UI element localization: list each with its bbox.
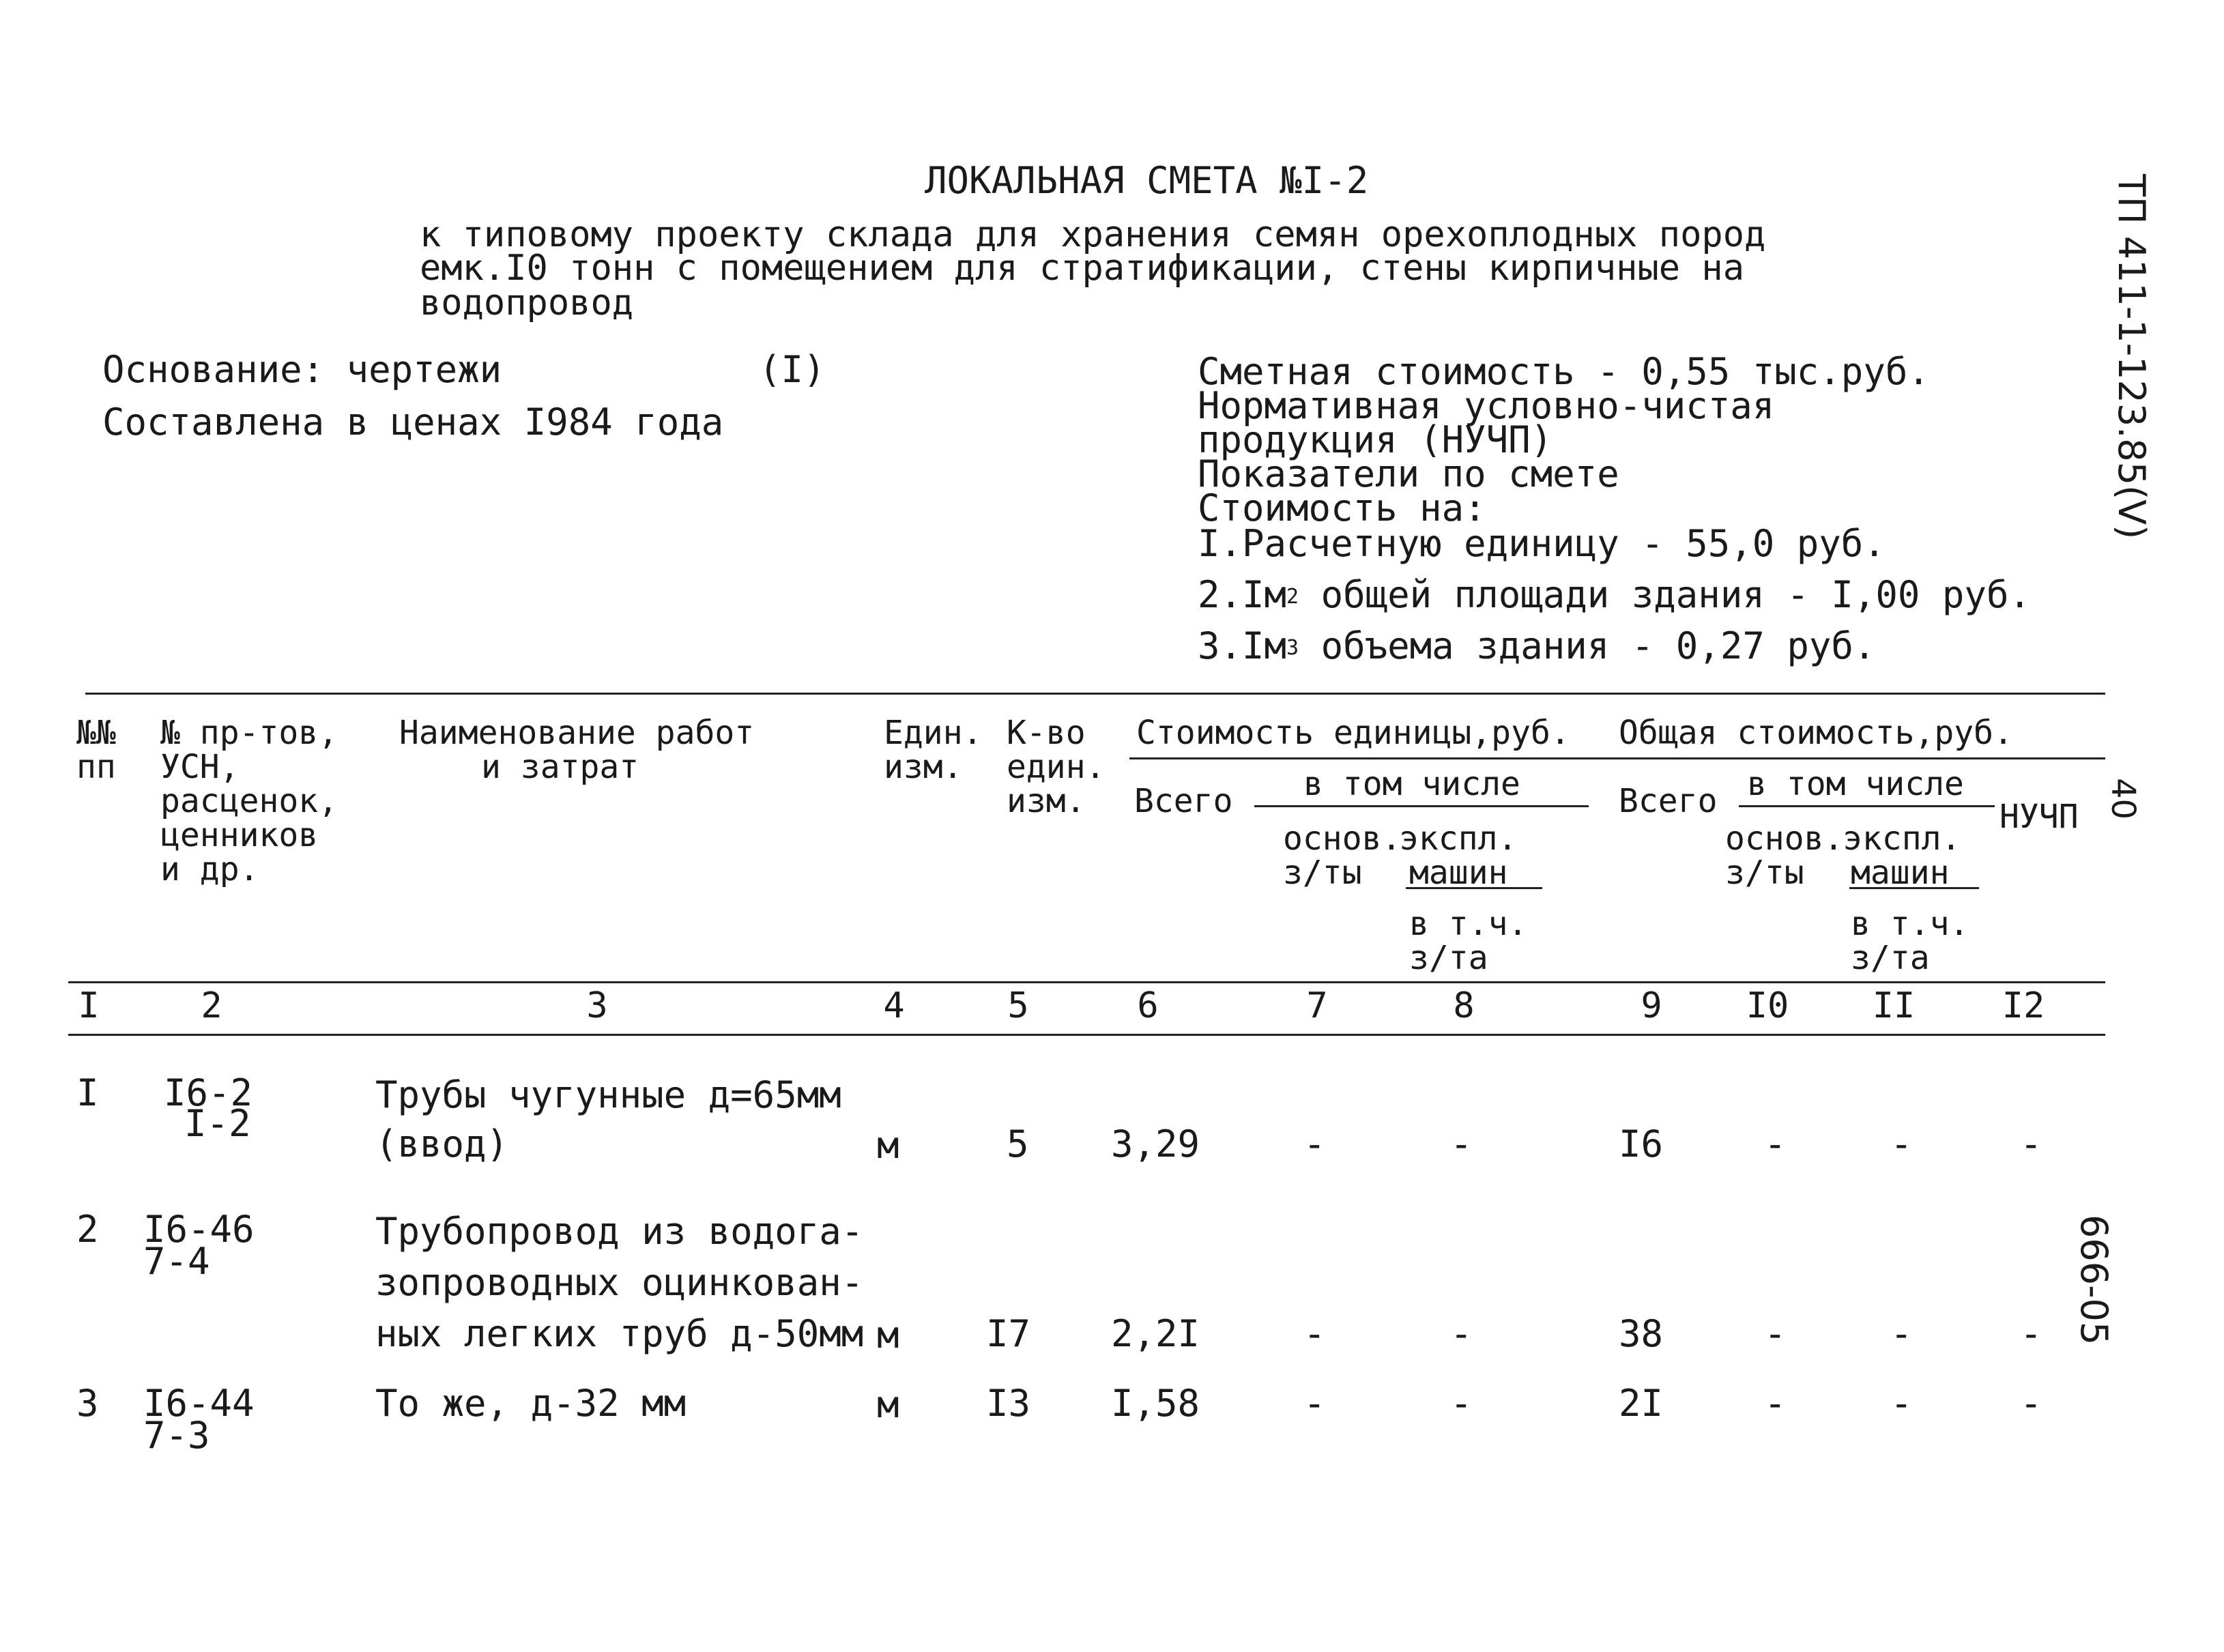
row-3-code-b: 7-3 — [143, 1414, 210, 1457]
col-number-9: 9 — [1641, 985, 1662, 1026]
unit-vtom: в том числе — [1303, 765, 1520, 803]
total-ekspl-a: экспл. — [1843, 820, 1961, 858]
row-1-qty: 5 — [1007, 1122, 1029, 1165]
row-2-unit-osnov: - — [1303, 1312, 1326, 1355]
total-vtch-b: з/та — [1851, 939, 1930, 977]
estimate-cost: Сметная стоимость - 0,55 тыс.руб. — [1198, 350, 1930, 393]
total-cost-header: Общая стоимость,руб. — [1619, 714, 2013, 752]
subtitle-line-2: емк.I0 тонн с помещением для стратификации, стены кирпичные на — [420, 248, 1745, 289]
row-1-total-osnov: - — [1764, 1122, 1787, 1165]
row-2-code-b: 7-4 — [143, 1240, 210, 1283]
col-header-2-b: УСН, — [160, 748, 240, 786]
row-2-number: 2 — [76, 1208, 99, 1251]
col-header-2-c: расценок, — [160, 782, 338, 820]
col-number-2: 2 — [201, 985, 222, 1026]
col-header-3-b: и затрат — [481, 748, 639, 786]
row-2-name-c: ных легких труб д-50мм — [375, 1312, 864, 1355]
row-1-unit-osnov: - — [1303, 1122, 1326, 1165]
total-vtom: в том числе — [1747, 765, 1964, 803]
col-number-10: I0 — [1746, 985, 1789, 1026]
row-3-unit-osnov: - — [1303, 1382, 1326, 1425]
indicator-2: $2.Iм^2$ общей площади здания - I,00 руб. — [1198, 573, 2031, 616]
unit-vtch-a: в т.ч. — [1409, 905, 1528, 943]
prices-year: Составлена в ценах I984 года — [102, 401, 724, 444]
unit-cost-header: Стоимость единицы,руб. — [1136, 714, 1570, 752]
cost-group-rule — [1129, 757, 2105, 759]
basis-label: Основание: чертежи — [102, 348, 502, 391]
col-number-6: 6 — [1137, 985, 1159, 1026]
basis-ref: (I) — [759, 348, 826, 391]
total-vtom-rule — [1739, 805, 1995, 807]
row-3-total-osnov: - — [1764, 1382, 1787, 1425]
col-header-2-a: № пр-тов, — [160, 714, 338, 752]
row-1-code-a: I6-2 — [164, 1071, 253, 1114]
row-2-code-a: I6-46 — [143, 1208, 255, 1251]
unit-vtom-rule — [1254, 805, 1589, 807]
row-2-name-b: зопроводных оцинкован- — [375, 1261, 864, 1304]
row-3-qty: I3 — [986, 1382, 1031, 1425]
unit-osnov-b: з/ты — [1283, 854, 1362, 892]
row-1-unit-total: 3,29 — [1111, 1122, 1200, 1165]
total-vsego: Всего — [1619, 782, 1718, 820]
col-number-5: 5 — [1007, 985, 1029, 1026]
row-1-number: I — [76, 1071, 99, 1114]
document-title: ЛОКАЛЬНАЯ СМЕТА №I-2 — [925, 159, 1369, 202]
col-number-7: 7 — [1306, 985, 1328, 1026]
subtitle-line-3: водопровод — [420, 282, 634, 323]
col-number-3: 3 — [586, 985, 608, 1026]
row-1-name-a: Трубы чугунные д=65мм — [375, 1073, 841, 1116]
col-number-8: 8 — [1453, 985, 1475, 1026]
unit-vtch-b: з/та — [1409, 939, 1488, 977]
row-1-unit-ekspl: - — [1450, 1122, 1473, 1165]
row-3-unit-total: I,58 — [1111, 1382, 1200, 1425]
total-osnov-a: основ. — [1725, 820, 1844, 858]
header-bottom-rule — [68, 981, 2105, 983]
col-number-4: 4 — [883, 985, 905, 1026]
col-number-12: I2 — [2002, 985, 2045, 1026]
row-1-unit: м — [877, 1124, 899, 1167]
col-header-1-b: пп — [76, 748, 116, 786]
col-header-2-d: ценников — [160, 816, 319, 854]
row-2-nuchp: - — [2020, 1312, 2042, 1355]
page-number: 40 — [2104, 778, 2142, 820]
total-ekspl-b: машин — [1851, 854, 1950, 892]
col-header-3-a: Наименование работ — [399, 714, 755, 752]
col-header-5-b: един. — [1007, 748, 1106, 786]
col-header-5-c: изм. — [1007, 782, 1086, 820]
row-2-total: 38 — [1619, 1312, 1664, 1355]
nuchp-line-1: Нормативная условно-чистая — [1198, 384, 1775, 427]
row-2-qty: I7 — [986, 1312, 1031, 1355]
unit-ekspl-a: экспл. — [1399, 820, 1518, 858]
row-1-code-b: I-2 — [184, 1102, 251, 1145]
row-3-name-a: То же, д-32 мм — [375, 1382, 687, 1425]
unit-osnov-a: основ. — [1283, 820, 1402, 858]
col-header-5-a: К-во — [1007, 714, 1086, 752]
row-2-unit: м — [877, 1314, 899, 1357]
col-header-2-e: и др. — [160, 850, 259, 888]
project-code: ТП 411-1-123.85(V) — [2110, 174, 2153, 540]
row-3-unit: м — [877, 1383, 899, 1426]
col-number-1: I — [78, 985, 100, 1026]
row-2-total-osnov: - — [1764, 1312, 1787, 1355]
stamp-number: 666-05 — [2073, 1215, 2115, 1346]
row-3-total-ekspl: - — [1890, 1382, 1913, 1425]
row-2-name-a: Трубопровод из водога- — [375, 1210, 864, 1253]
cost-for: Стоимость на: — [1198, 487, 1486, 530]
row-1-total-ekspl: - — [1890, 1122, 1913, 1165]
total-osnov-b: з/ты — [1725, 854, 1804, 892]
row-3-nuchp: - — [2020, 1382, 2042, 1425]
unit-vsego: Всего — [1134, 782, 1233, 820]
row-1-total: I6 — [1619, 1122, 1664, 1165]
row-1-nuchp: - — [2020, 1122, 2042, 1165]
row-2-total-ekspl: - — [1890, 1312, 1913, 1355]
total-vtch-a: в т.ч. — [1851, 905, 1969, 943]
nuchp-header: НУЧП — [1999, 798, 2079, 836]
row-3-number: 3 — [76, 1382, 99, 1425]
indicator-3: $3.Iм^3$ объема здания - 0,27 руб. — [1198, 624, 1876, 667]
row-3-total: 2I — [1619, 1382, 1664, 1425]
colnum-bottom-rule — [68, 1034, 2105, 1036]
col-number-11: II — [1872, 985, 1916, 1026]
indicator-1: I.Расчетную единицу - 55,0 руб. — [1198, 522, 1886, 565]
indicators: Показатели по смете — [1198, 452, 1619, 495]
col-header-1-a: №№ — [76, 714, 116, 752]
table-top-rule — [85, 693, 2105, 695]
row-3-code-a: I6-44 — [143, 1382, 255, 1425]
row-3-unit-ekspl: - — [1450, 1382, 1473, 1425]
subtitle-line-1: к типовому проекту склада для хранения семян орехоплодных пород — [420, 214, 1766, 255]
col-header-4-b: изм. — [884, 748, 963, 786]
row-2-unit-ekspl: - — [1450, 1312, 1473, 1355]
col-header-4-a: Един. — [884, 714, 983, 752]
row-2-unit-total: 2,2I — [1111, 1312, 1200, 1355]
unit-ekspl-b: машин — [1409, 854, 1508, 892]
nuchp-line-2: продукция (НУЧП) — [1198, 418, 1553, 461]
row-1-name-b: (ввод) — [375, 1122, 509, 1165]
